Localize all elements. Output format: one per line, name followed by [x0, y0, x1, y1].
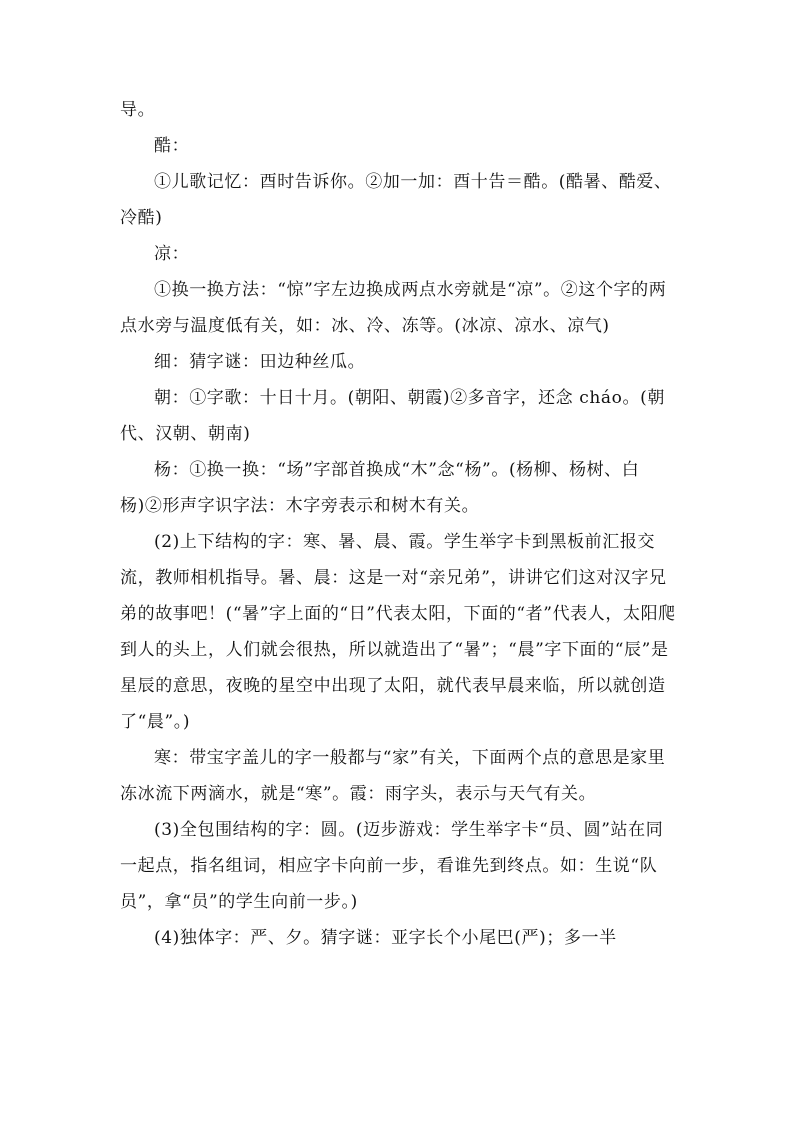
- paragraph: 寒：带宝字盖儿的字一般都与“家”有关，下面两个点的意思是家里冻冰流下两滴水，就是“寒”。霞：雨字头，表示与天气有关。: [120, 748, 666, 804]
- paragraph: 细：猜字谜：田边种丝瓜。: [154, 352, 366, 372]
- paragraph: ①换一换方法：“惊”字左边换成两点水旁就是“凉”。②这个字的两点水旁与温度低有关，如：冰、冷、冻等。(冰凉、凉水、凉气): [120, 280, 667, 336]
- paragraph: 杨：①换一换：“场”字部首换成“木”念“杨”。(杨柳、杨树、白杨)②形声字识字法：木字旁表示和树木有关。: [120, 460, 640, 516]
- paragraph: 酷：: [154, 136, 190, 156]
- paragraph: (3)全包围结构的字：圆。(迈步游戏：学生举字卡“员、圆”站在同一起点，指名组词，相应字卡向前一步，看谁先到终点。如：生说“队员”，拿“员”的学生向前一步。): [120, 820, 664, 912]
- paragraph: ①儿歌记忆：酉时告诉你。②加一加：酉十告＝酷。(酷暑、酷爱、冷酷): [120, 172, 672, 228]
- paragraph: 凉：: [154, 244, 190, 264]
- paragraph: 导。: [120, 100, 156, 120]
- paragraph: (2)上下结构的字：寒、暑、晨、霞。学生举字卡到黑板前汇报交流，教师相机指导。暑、晨：这是一对“亲兄弟”，讲讲它们这对汉字兄弟的故事吧！(“暑”字上面的“日”代表太阳，下面的“者”代表人，太阳爬到人的头上，人们就会很热，所以就造出了“暑”；“晨”字下面的“辰”是星辰的意思，夜晚的星空中出现了太阳，就代表早晨来临，所以就创造了“晨”。): [120, 532, 676, 732]
- paragraph: 朝：①字歌：十日十月。(朝阳、朝霞)②多音字，还念 cháo。(朝代、汉朝、朝南): [120, 388, 665, 444]
- document-body: [120, 92, 680, 956]
- paragraph: (4)独体字：严、夕。猜字谜：亚字长个小尾巴(严)；多一半: [154, 928, 617, 948]
